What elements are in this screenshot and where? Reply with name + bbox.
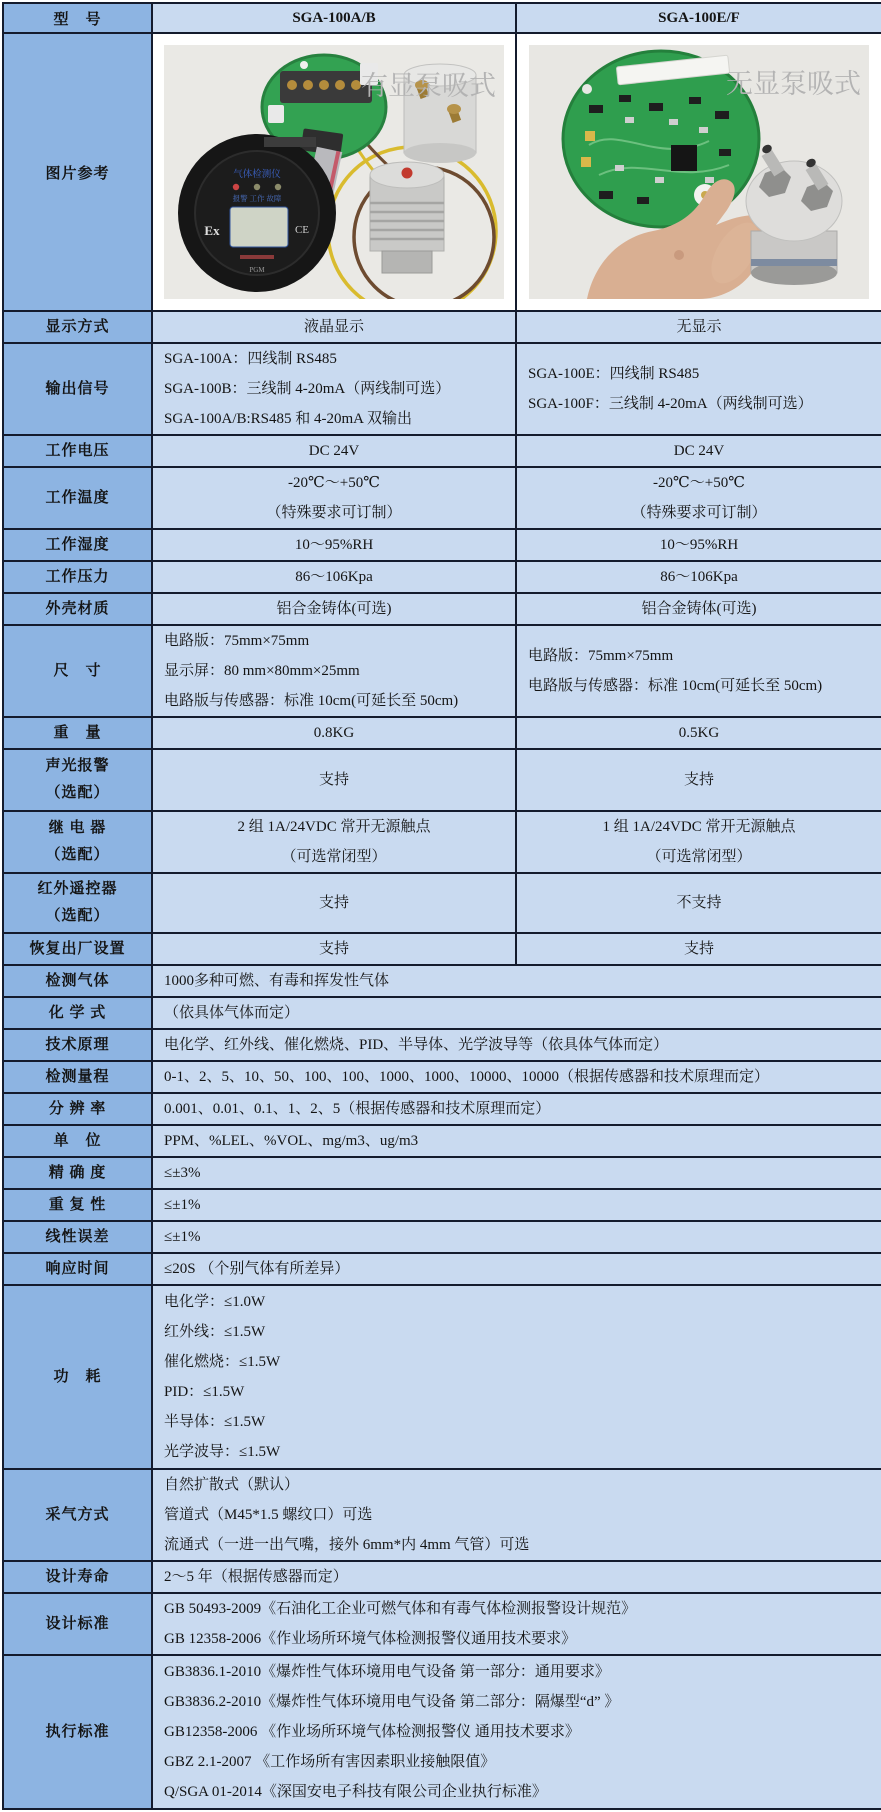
spec-value-col2: 电路版：75mm×75mm 电路版与传感器：标准 10cm(可延长至 50cm)	[517, 626, 881, 718]
row-label: 恢复出厂设置	[4, 934, 153, 966]
row-label: 红外遥控器 （选配）	[4, 874, 153, 934]
spec-table	[2, 2, 881, 1810]
spec-row	[4, 874, 881, 934]
row-label: 输出信号	[4, 344, 153, 436]
device-title-text: 气体检测仪	[233, 170, 281, 180]
row-label: 线性误差	[4, 1222, 153, 1254]
spec-row	[4, 530, 881, 562]
row-label: 检测量程	[4, 1062, 153, 1094]
spec-value-full: 0.001、0.01、0.1、1、2、5（根据传感器和技术原理而定）	[153, 1094, 881, 1126]
spec-value-col1: -20℃～+50℃ （特殊要求可订制）	[153, 468, 517, 530]
spec-row	[4, 1470, 881, 1562]
spec-row	[4, 934, 881, 966]
row-label: 功 耗	[4, 1286, 153, 1470]
spec-value-col2: 86～106Kpa	[517, 562, 881, 594]
spec-value-col2: 不支持	[517, 874, 881, 934]
spec-value-col1: 铝合金铸体(可选)	[153, 594, 517, 626]
row-label: 执行标准	[4, 1656, 153, 1808]
spec-row	[4, 1656, 881, 1808]
spec-value-col1: 0.8KG	[153, 718, 517, 750]
row-label: 检测气体	[4, 966, 153, 998]
ex-mark-text: Ex	[204, 223, 220, 238]
row-label: 工作电压	[4, 436, 153, 468]
spec-value-col1: 液晶显示	[153, 312, 517, 344]
spec-row	[4, 750, 881, 812]
row-label: 工作湿度	[4, 530, 153, 562]
row-label: 工作压力	[4, 562, 153, 594]
row-label: 尺 寸	[4, 626, 153, 718]
spec-row	[4, 626, 881, 718]
spec-row	[4, 594, 881, 626]
row-label: 单 位	[4, 1126, 153, 1158]
spec-row	[4, 718, 881, 750]
header-model-label: 型 号	[4, 4, 153, 34]
row-label: 显示方式	[4, 312, 153, 344]
photo-row	[4, 34, 881, 312]
spec-row	[4, 436, 881, 468]
row-label: 化 学 式	[4, 998, 153, 1030]
spec-value-full: 自然扩散式（默认） 管道式（M45*1.5 螺纹口）可选 流通式（一进一出气嘴，接外 6mm*内 4mm 气管）可选	[153, 1470, 881, 1562]
spec-value-full: ≤±3%	[153, 1158, 881, 1190]
spec-value-col1: 支持	[153, 750, 517, 812]
spec-value-col1: 86～106Kpa	[153, 562, 517, 594]
spec-value-full: ≤±1%	[153, 1222, 881, 1254]
spec-value-col1: DC 24V	[153, 436, 517, 468]
spec-row	[4, 1222, 881, 1254]
spec-value-full: PPM、%LEL、%VOL、mg/m3、ug/m3	[153, 1126, 881, 1158]
spec-value-full: 0-1、2、5、10、50、100、100、1000、1000、10000、10000（根据传感器和技术原理而定）	[153, 1062, 881, 1094]
photo-cell-right	[517, 34, 881, 312]
spec-value-col2: 支持	[517, 934, 881, 966]
ce-mark-text: CE	[294, 224, 310, 236]
row-label: 精 确 度	[4, 1158, 153, 1190]
spec-value-col2: SGA-100E：四线制 RS485 SGA-100F：三线制 4-20mA（两线制可选）	[517, 344, 881, 436]
spec-row	[4, 1594, 881, 1656]
spec-value-col2: 无显示	[517, 312, 881, 344]
spec-value-col1: 10～95%RH	[153, 530, 517, 562]
header-row	[4, 4, 881, 34]
watermark-text-right: 无显泵吸式	[726, 69, 861, 99]
spec-row	[4, 1030, 881, 1062]
spec-row	[4, 344, 881, 436]
spec-row	[4, 1062, 881, 1094]
row-label: 继 电 器 （选配）	[4, 812, 153, 874]
spec-value-full: 2～5 年（根据传感器而定）	[153, 1562, 881, 1594]
spec-value-full: ≤20S （个别气体有所差异）	[153, 1254, 881, 1286]
spec-row	[4, 312, 881, 344]
spec-row	[4, 966, 881, 998]
spec-value-col2: 铝合金铸体(可选)	[517, 594, 881, 626]
spec-value-col2: DC 24V	[517, 436, 881, 468]
spec-value-full: （依具体气体而定）	[153, 998, 881, 1030]
spec-value-col1: SGA-100A：四线制 RS485 SGA-100B：三线制 4-20mA（两线制可选） SGA-100A/B:RS485 和 4-20mA 双输出	[153, 344, 517, 436]
spec-value-full: 1000多种可燃、有毒和挥发性气体	[153, 966, 881, 998]
row-label: 重 复 性	[4, 1190, 153, 1222]
product-photo-with-display	[164, 45, 504, 299]
spec-row	[4, 1190, 881, 1222]
spec-value-col2: 1 组 1A/24VDC 常开无源触点 （可选常闭型）	[517, 812, 881, 874]
spec-value-full: GB 50493-2009《石油化工企业可燃气体和有毒气体检测报警设计规范》 GB 12358-2006《作业场所环境气体检测报警仪通用技术要求》	[153, 1594, 881, 1656]
row-label: 技术原理	[4, 1030, 153, 1062]
spec-row	[4, 1126, 881, 1158]
product-photo-no-display	[529, 45, 869, 299]
gauge-device	[178, 134, 336, 292]
row-label: 工作温度	[4, 468, 153, 530]
spec-row	[4, 1286, 881, 1470]
spec-row	[4, 1094, 881, 1126]
row-label: 重 量	[4, 718, 153, 750]
row-label: 声光报警 （选配）	[4, 750, 153, 812]
row-label: 设计标准	[4, 1594, 153, 1656]
header-model-e-f: SGA-100E/F	[517, 4, 881, 34]
spec-rows-container	[4, 312, 881, 1808]
photo-cell-left	[153, 34, 517, 312]
row-label: 外壳材质	[4, 594, 153, 626]
row-label: 设计寿命	[4, 1562, 153, 1594]
indicator-labels-text: 报警 工作 故障	[232, 194, 282, 203]
spec-row	[4, 1562, 881, 1594]
row-label: 采气方式	[4, 1470, 153, 1562]
spec-row	[4, 1158, 881, 1190]
spec-value-col2: 10～95%RH	[517, 530, 881, 562]
spec-value-col1: 支持	[153, 934, 517, 966]
header-model-a-b: SGA-100A/B	[153, 4, 517, 34]
watermark-text-left: 有显泵吸式	[361, 71, 496, 101]
row-label: 响应时间	[4, 1254, 153, 1286]
spec-row	[4, 812, 881, 874]
spec-row	[4, 562, 881, 594]
spec-value-full: 电化学：≤1.0W 红外线：≤1.5W 催化燃烧：≤1.5W PID：≤1.5W 半导体：≤1.5W 光学波导：≤1.5W	[153, 1286, 881, 1470]
spec-value-col2: 支持	[517, 750, 881, 812]
spec-row	[4, 468, 881, 530]
spec-value-col1: 电路版：75mm×75mm 显示屏：80 mm×80mm×25mm 电路版与传感器：标准 10cm(可延长至 50cm)	[153, 626, 517, 718]
row-label: 分 辨 率	[4, 1094, 153, 1126]
spec-value-full: GB3836.1-2010《爆炸性气体环境用电气设备 第一部分：通用要求》 GB3836.2-2010《爆炸性气体环境用电气设备 第二部分：隔爆型“d” 》 GB12358-2006 《作业场所环境气体检测报警仪 通用技术要求》 GBZ 2.1-2007 《工作场所有害因素职业接触限值》 Q/SGA 01-2014《深国安电子科技有限公司企业执行标准》	[153, 1656, 881, 1808]
pgm-text: PGM	[249, 266, 265, 274]
spec-value-col2: -20℃～+50℃ （特殊要求可订制）	[517, 468, 881, 530]
photo-row-label: 图片参考	[4, 34, 153, 312]
spec-value-col1: 2 组 1A/24VDC 常开无源触点 （可选常闭型）	[153, 812, 517, 874]
spec-row	[4, 998, 881, 1030]
spec-value-col2: 0.5KG	[517, 718, 881, 750]
spec-value-full: ≤±1%	[153, 1190, 881, 1222]
spec-value-full: 电化学、红外线、催化燃烧、PID、半导体、光学波导等（依具体气体而定）	[153, 1030, 881, 1062]
spec-value-col1: 支持	[153, 874, 517, 934]
spec-row	[4, 1254, 881, 1286]
